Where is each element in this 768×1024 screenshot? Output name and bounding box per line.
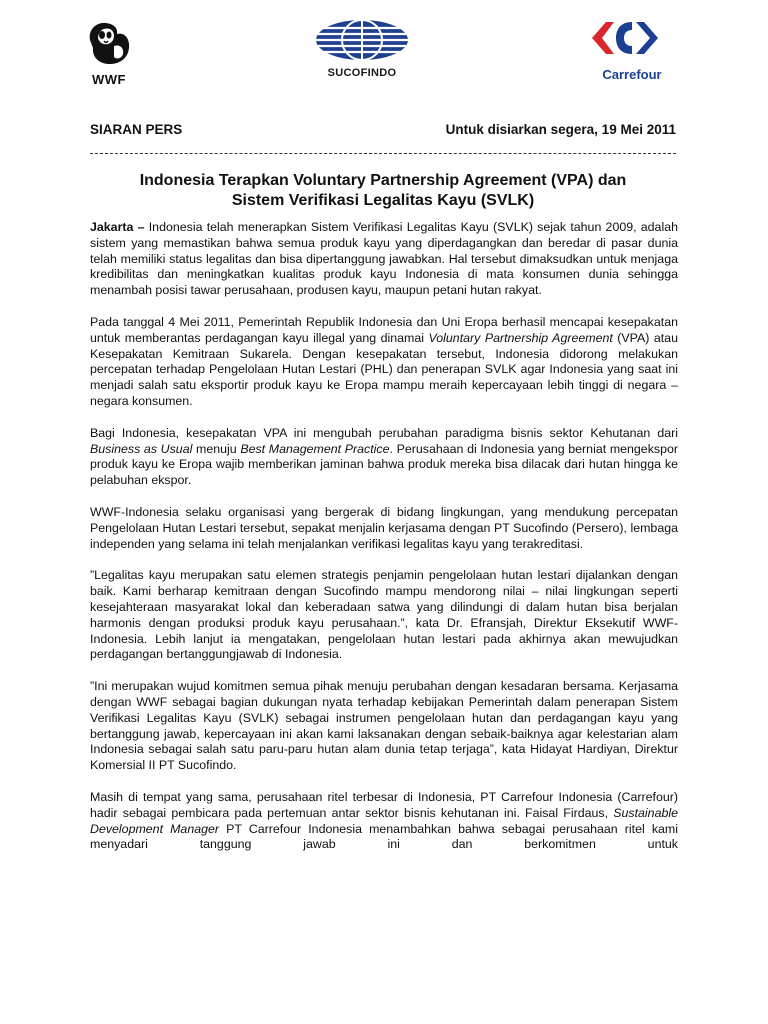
document-title	[90, 171, 676, 211]
paragraph-3-text-b: menuju	[192, 441, 241, 456]
paragraph-7	[90, 790, 678, 853]
sustainable-development-manager-term: Sustainable Development Manager	[90, 805, 678, 836]
carrefour-logo	[584, 18, 680, 82]
paragraph-3-text-c: . Perusahaan di Indonesia yang berniat mengekspor produk kayu ke Eropa wajib memberikan jaminan bahwa produk mereka bisa dilacak dari hutan hingga ke pelabuhan ekspor.	[90, 441, 678, 488]
carrefour-logo-text: Carrefour	[602, 67, 662, 82]
dashed-divider	[90, 153, 676, 154]
paragraph-2-text-a: Pada tanggal 4 Mei 2011, Pemerintah Republik Indonesia dan Uni Eropa berhasil mencapai kesepakatan untuk memberantas perdagangan kayu illegal yang dinamai	[90, 314, 678, 345]
wwf-logo-text: WWF	[92, 72, 126, 87]
paragraph-1-text: Indonesia telah menerapkan Sistem Verifikasi Legalitas Kayu (SVLK) sejak tahun 2009, adalah sistem yang memastikan bahwa semua produk kayu yang diperdagangkan dan beredar di pasar dunia telah memiliki status legalitas dan bisa dipertanggung jawabkan. Hal tersebut dimaksudkan untuk menjaga kredibilitas dan meningkatkan kualitas produk kayu Indonesia di mata konsumen dunia sehingga menambah posisi tawar perusahaan, produsen kayu, maupun petani hutan rakyat.	[90, 220, 678, 298]
globe-icon	[312, 18, 412, 62]
paragraph-1	[90, 220, 678, 299]
press-release-label: SIARAN PERS	[90, 122, 183, 137]
paragraph-6: ”Ini merupakan wujud komitmen semua pihak menuju perubahan dengan kesadaran bersama. Kerjasama dengan WWF sebagai bagian dukungan nyata terhadap kebijakan Pemerintah dalam penerapan Sistem Verifikasi Legalitas Kayu (SVLK) sebagai instrumen pengelolaan hutan dan perdagangan kayu yang bertanggung jawab, kepercayaan ini akan kami laksanakan dengan sebaik-baiknya agar kelestarian alam Indonesia sebagai salah satu paru-paru hutan alam dunia tetap terjaga”, kata Hidayat Hardiyan, Direktur Komersial II PT Sucofindo.	[90, 679, 678, 773]
panda-icon	[84, 18, 134, 66]
logo-header	[0, 18, 768, 90]
dateline: Jakarta –	[90, 220, 145, 234]
paragraph-7-text-b: PT Carrefour Indonesia menambahkan bahwa sebagai perusahaan ritel kami menyadari tanggung jawab ini dan berkomitmen untuk	[90, 821, 679, 852]
paragraph-3	[90, 426, 678, 489]
sucofindo-logo	[312, 18, 412, 79]
press-header	[90, 122, 676, 140]
paragraph-4: WWF-Indonesia selaku organisasi yang bergerak di bidang lingkungan, yang mendukung percepatan Pengelolaan Hutan Lestari tersebut, sepakat menjalin kerjasama dengan PT Sucofindo (Persero), lembaga independen yang selama ini telah menjalankan verifikasi legalitas kayu yang terakreditasi.	[90, 504, 678, 551]
sucofindo-logo-text: SUCOFINDO	[327, 67, 397, 79]
title-line-2: Sistem Verifikasi Legalitas Kayu (SVLK)	[231, 192, 535, 209]
paragraph-2-text-b: (VPA) atau Kesepakatan Kemitraan Sukarela. Dengan kesepakatan tersebut, Indonesia didorong melakukan percepatan terhadap Pengelolaan Hutan Lestari (PHL) dan penerapan SVLK agar Indonesia yang saat ini menjadi salah satu eksportir produk kayu ke Eropa mampu meraih kepercayaan lebih tinggi di negara – negara konsumen.	[90, 330, 678, 408]
release-date: Untuk disiarkan segera, 19 Mei 2011	[445, 122, 676, 137]
title-line-1: Indonesia Terapkan Voluntary Partnership Agreement (VPA) dan	[139, 172, 627, 189]
paragraph-5: ”Legalitas kayu merupakan satu elemen strategis penjamin pengelolaan hutan lestari dijalankan dengan baik. Kami berharap kemitraan dengan Sucofindo mampu mendorong nilai – nilai lingkungan seperti kesejahteraan masyarakat lokal dan keberadaan satwa yang dilindungi di dalam hutan bisa berjalan harmonis dengan produksi produk kayu perusahaan.”, kata Dr. Efransjah, Direktur Eksekutif WWF-Indonesia. Lebih lanjut ia mengatakan, pengelolaan hutan lestari pada akhirnya akan mewujudkan perdagangan bertanggungjawab di Indonesia.	[90, 568, 678, 662]
best-management-practice-term: Best Management Practice	[240, 441, 390, 456]
wwf-logo	[84, 18, 134, 87]
paragraph-2	[90, 315, 678, 410]
carrefour-emblem-icon	[584, 18, 680, 60]
paragraph-7-text-a: Masih di tempat yang sama, perusahaan ritel terbesar di Indonesia, PT Carrefour Indonesia (Carrefour) hadir sebagai pembicara pada pertemuan antar sektor bisnis kehutanan ini. Faisal Firdaus,	[90, 789, 678, 820]
vpa-term: Voluntary Partnership Agreement	[428, 330, 613, 345]
business-as-usual-term: Business as Usual	[90, 441, 193, 456]
paragraph-3-text-a: Bagi Indonesia, kesepakatan VPA ini mengubah perubahan paradigma bisnis sektor Kehutanan dari	[90, 425, 678, 440]
article-body	[90, 220, 678, 869]
